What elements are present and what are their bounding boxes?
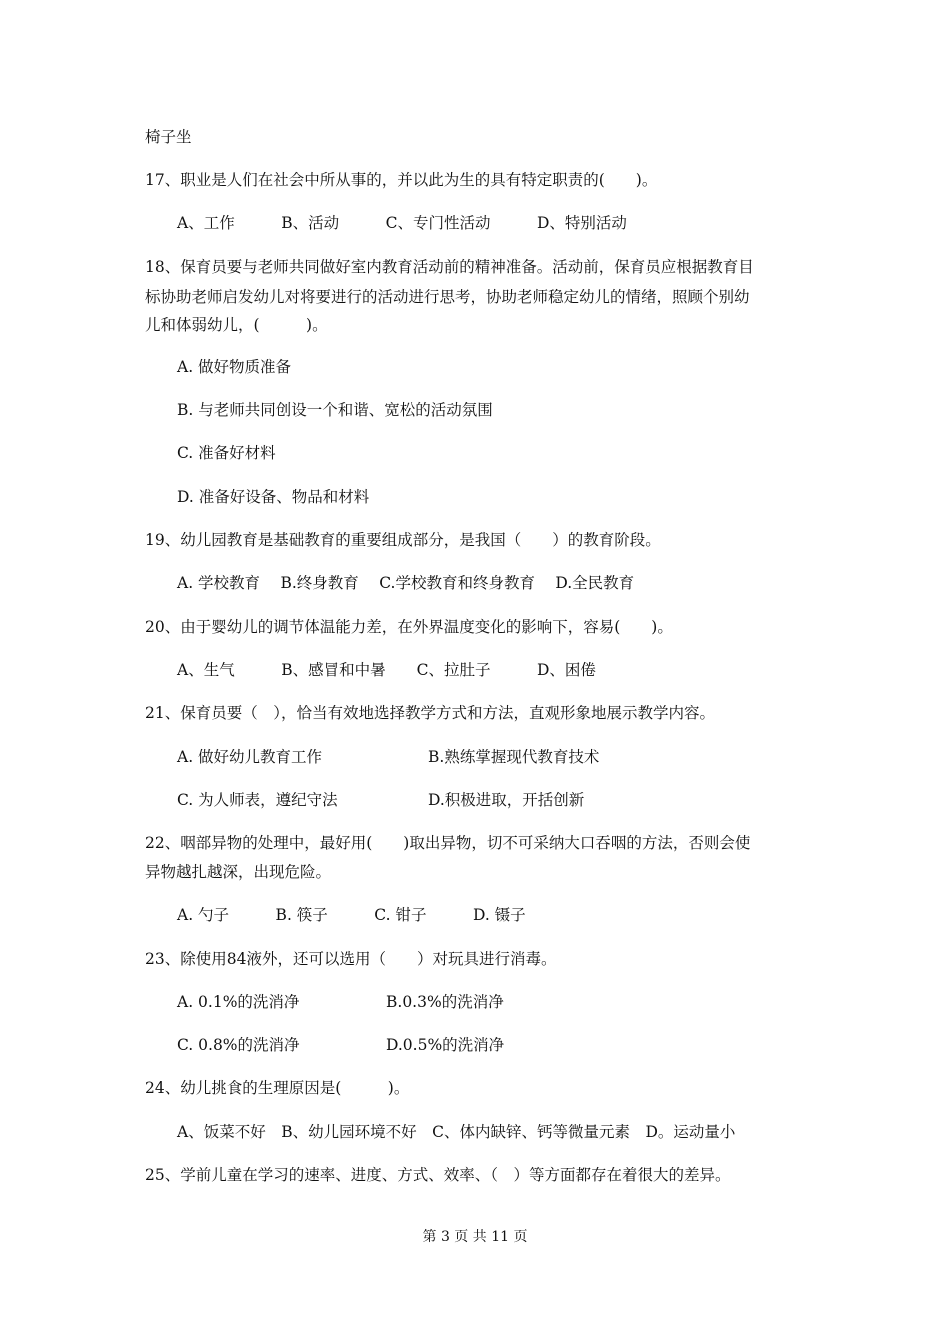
option-18-a: A. 做好物质准备: [177, 358, 292, 376]
options-19: A. 学校教育 B.终身教育 C.学校教育和终身教育 D.全民教育: [177, 574, 635, 592]
option-21-d: D.积极进取，开括创新: [428, 791, 585, 809]
options-20: A、生气 B、感冒和中暑 C、拉肚子 D、困倦: [177, 661, 596, 679]
option-21-c: C. 为人师表，遵纪守法: [177, 791, 338, 809]
page-footer: 第 3 页 共 11 页: [422, 1229, 528, 1245]
option-21-b: B.熟练掌握现代教育技术: [428, 748, 600, 766]
text-line: 椅子坐: [145, 128, 192, 146]
options-24: A、饭菜不好 B、幼儿园环境不好 C、体内缺锌、钙等微量元素 D。运动量小: [177, 1123, 736, 1141]
option-23-a: A. 0.1%的洗消净: [177, 993, 300, 1011]
option-21-a: A. 做好幼儿教育工作: [177, 748, 323, 766]
options-17: A、工作 B、活动 C、专门性活动 D、特别活动: [177, 214, 627, 232]
options-22: A. 勺子 B. 筷子 C. 钳子 D. 镊子: [177, 906, 526, 924]
option-23-b: B.0.3%的洗消净: [386, 993, 504, 1011]
question-18-line-2: 标协助老师启发幼儿对将要进行的活动进行思考，协助老师稳定幼儿的情绪，照顾个别幼: [145, 288, 750, 306]
option-18-c: C. 准备好材料: [177, 444, 276, 462]
question-21: 21、保育员要（ ），恰当有效地选择教学方式和方法，直观形象地展示教学内容。: [145, 704, 715, 722]
option-18-d: D. 准备好设备、物品和材料: [177, 488, 370, 506]
option-23-c: C. 0.8%的洗消净: [177, 1036, 300, 1054]
option-23-d: D.0.5%的洗消净: [386, 1036, 505, 1054]
question-22-line-2: 异物越扎越深，出现危险。: [145, 863, 332, 881]
question-19: 19、幼儿园教育是基础教育的重要组成部分，是我国（ ）的教育阶段。: [145, 531, 661, 549]
question-18-line-1: 18、保育员要与老师共同做好室内教育活动前的精神准备。活动前，保育员应根据教育目: [145, 258, 754, 276]
question-25: 25、学前儿童在学习的速率、进度、方式、效率、（ ）等方面都存在着很大的差异。: [145, 1166, 731, 1184]
question-24: 24、幼儿挑食的生理原因是( )。: [145, 1079, 410, 1097]
question-18-line-3: 儿和体弱幼儿，( )。: [145, 316, 328, 334]
question-22-line-1: 22、咽部异物的处理中，最好用( )取出异物，切不可采纳大口吞咽的方法，否则会使: [145, 834, 751, 852]
question-20: 20、由于婴幼儿的调节体温能力差，在外界温度变化的影响下，容易( )。: [145, 618, 673, 636]
option-18-b: B. 与老师共同创设一个和谐、宽松的活动氛围: [177, 401, 493, 419]
question-17: 17、职业是人们在社会中所从事的，并以此为生的具有特定职责的( )。: [145, 171, 658, 189]
question-23: 23、除使用84液外，还可以选用（ ）对玩具进行消毒。: [145, 950, 557, 968]
